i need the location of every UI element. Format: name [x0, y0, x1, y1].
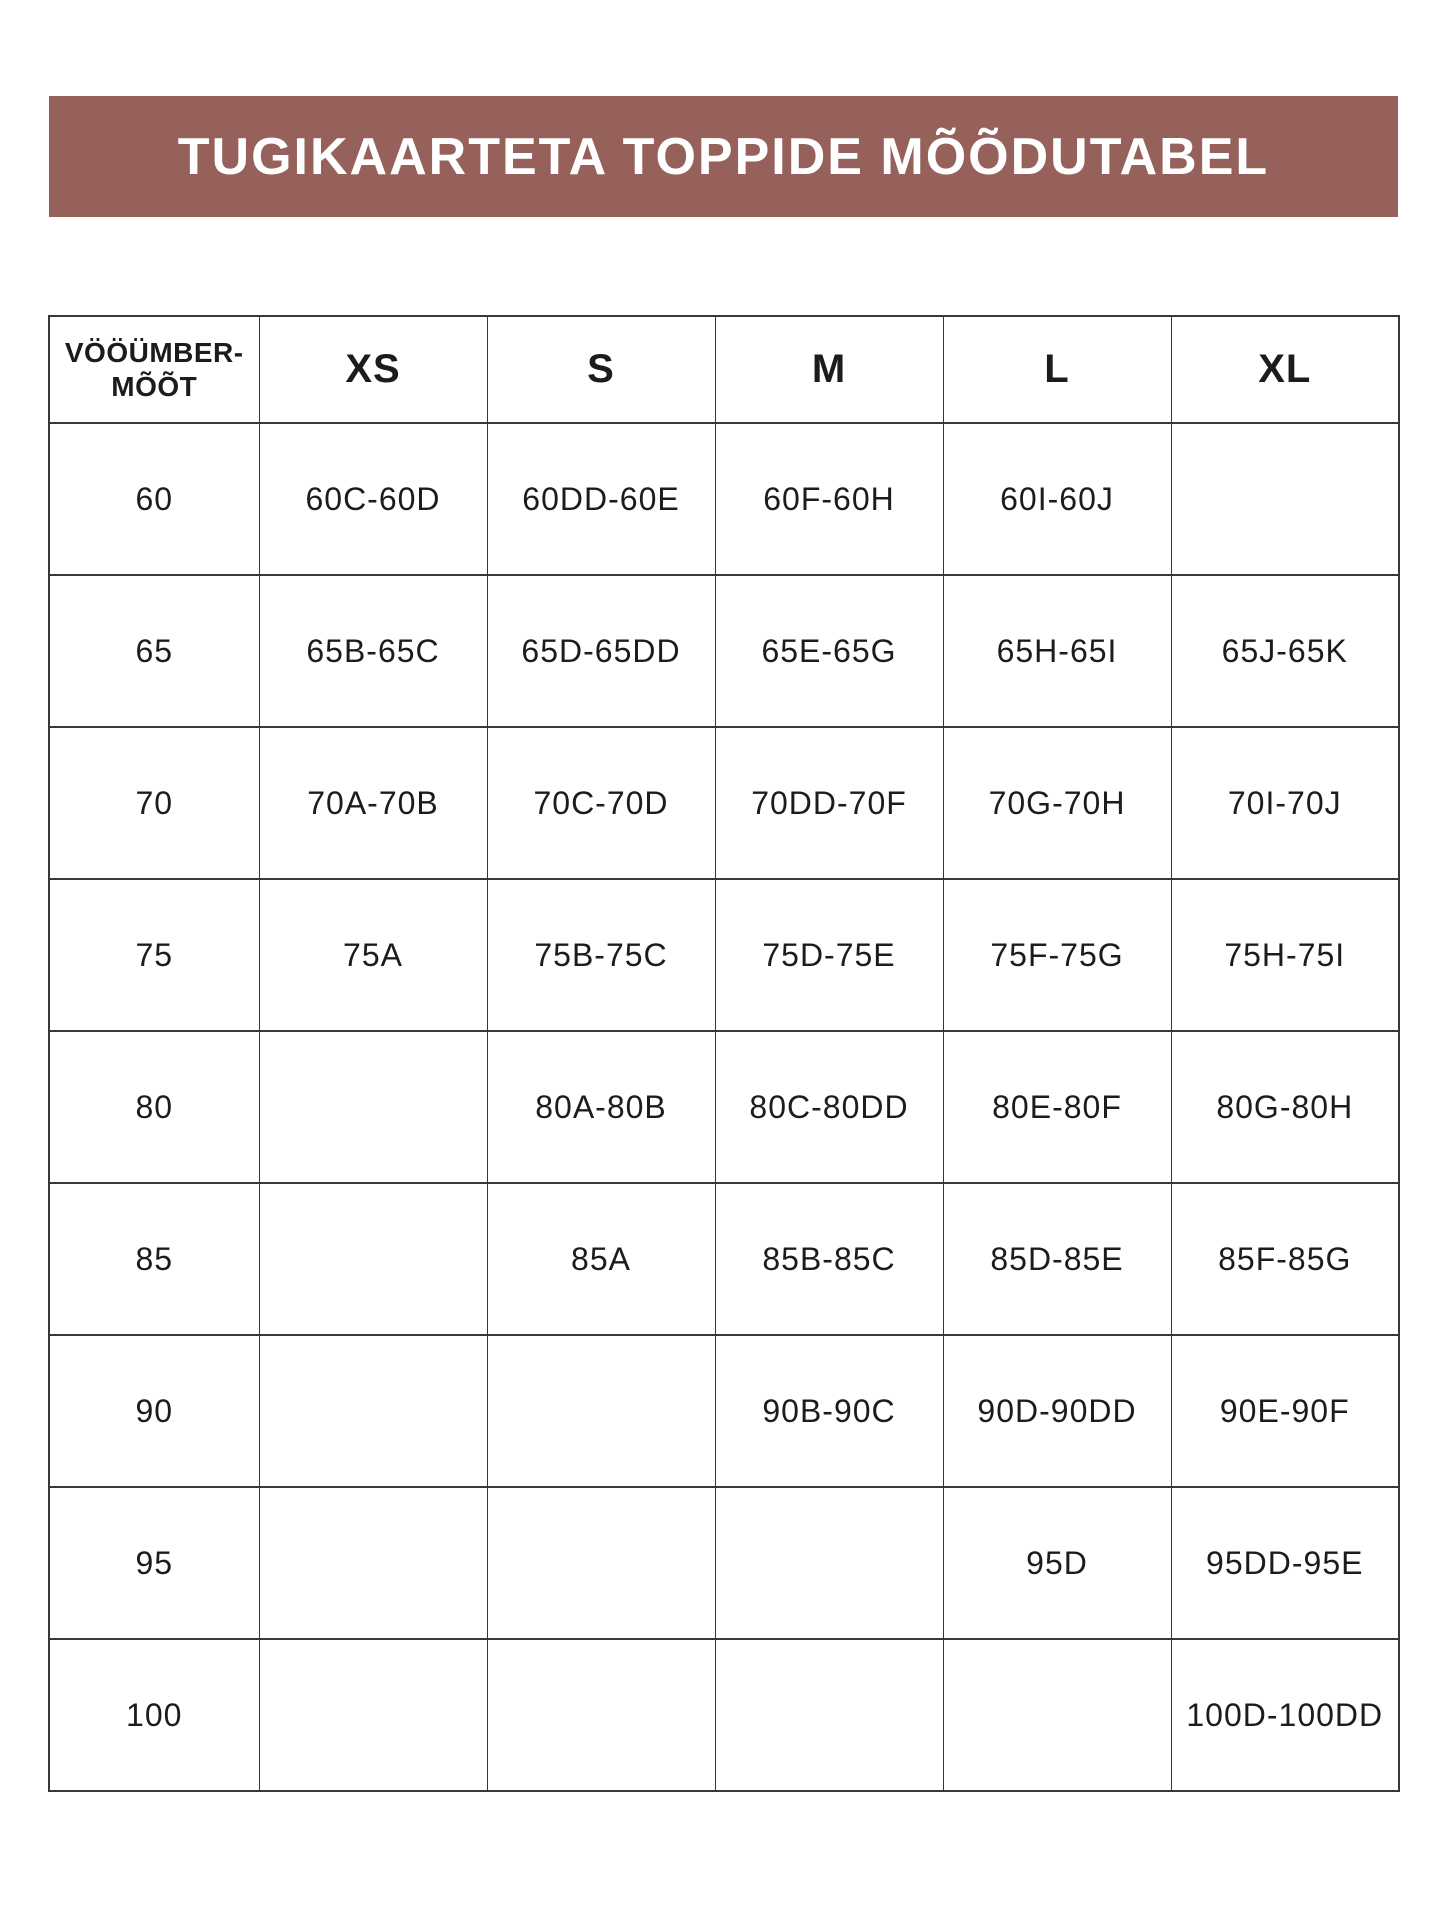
- size-range-cell: 65B-65C: [259, 575, 487, 727]
- size-range-cell: 80C-80DD: [715, 1031, 943, 1183]
- row-label-cell: 90: [49, 1335, 259, 1487]
- table-row: [49, 727, 1399, 879]
- row-label-cell: 100: [49, 1639, 259, 1791]
- header-size-s: S: [487, 316, 715, 423]
- row-label-cell: 70: [49, 727, 259, 879]
- size-chart-table: [48, 315, 1400, 1792]
- size-range-cell: 65D-65DD: [487, 575, 715, 727]
- size-range-cell: 60C-60D: [259, 423, 487, 575]
- size-range-cell: 65J-65K: [1171, 575, 1399, 727]
- table-header: [49, 316, 1399, 423]
- row-label-cell: 95: [49, 1487, 259, 1639]
- table-row: [49, 879, 1399, 1031]
- size-range-cell: 80E-80F: [943, 1031, 1171, 1183]
- size-range-cell: 60DD-60E: [487, 423, 715, 575]
- size-range-cell: 70C-70D: [487, 727, 715, 879]
- table-row: [49, 423, 1399, 575]
- table-row: [49, 1487, 1399, 1639]
- size-range-cell: [259, 1639, 487, 1791]
- header-measure: [49, 316, 259, 423]
- size-range-cell: [259, 1487, 487, 1639]
- title-banner: [49, 96, 1398, 217]
- size-range-cell: [487, 1335, 715, 1487]
- row-label-cell: 75: [49, 879, 259, 1031]
- size-range-cell: [487, 1487, 715, 1639]
- header-size-xs: XS: [259, 316, 487, 423]
- table-row: [49, 1639, 1399, 1791]
- row-label-cell: 65: [49, 575, 259, 727]
- header-size-m: M: [715, 316, 943, 423]
- size-range-cell: 80A-80B: [487, 1031, 715, 1183]
- size-range-cell: 70G-70H: [943, 727, 1171, 879]
- size-range-cell: 70A-70B: [259, 727, 487, 879]
- size-range-cell: 75B-75C: [487, 879, 715, 1031]
- header-size-xl: XL: [1171, 316, 1399, 423]
- size-range-cell: 90D-90DD: [943, 1335, 1171, 1487]
- table-row: [49, 1335, 1399, 1487]
- size-range-cell: 60I-60J: [943, 423, 1171, 575]
- size-range-cell: [259, 1031, 487, 1183]
- page-title: TUGIKAARTETA TOPPIDE MÕÕDUTABEL: [177, 127, 1270, 186]
- size-range-cell: 85A: [487, 1183, 715, 1335]
- size-range-cell: [715, 1639, 943, 1791]
- size-range-cell: 70I-70J: [1171, 727, 1399, 879]
- size-range-cell: 85B-85C: [715, 1183, 943, 1335]
- size-range-cell: 85D-85E: [943, 1183, 1171, 1335]
- size-table-body: [49, 423, 1399, 1791]
- size-range-cell: 100D-100DD: [1171, 1639, 1399, 1791]
- size-range-cell: 95DD-95E: [1171, 1487, 1399, 1639]
- header-measure-line1: VÖÖÜMBER-: [64, 336, 244, 368]
- table-row: [49, 1183, 1399, 1335]
- size-range-cell: 90B-90C: [715, 1335, 943, 1487]
- size-range-cell: [943, 1639, 1171, 1791]
- size-range-cell: 75D-75E: [715, 879, 943, 1031]
- size-range-cell: 70DD-70F: [715, 727, 943, 879]
- size-range-cell: 85F-85G: [1171, 1183, 1399, 1335]
- size-range-cell: [259, 1335, 487, 1487]
- size-range-cell: 90E-90F: [1171, 1335, 1399, 1487]
- size-range-cell: [715, 1487, 943, 1639]
- size-range-cell: [1171, 423, 1399, 575]
- size-range-cell: 65E-65G: [715, 575, 943, 727]
- header-measure-line2: MÕÕT: [111, 370, 198, 402]
- size-range-cell: 75A: [259, 879, 487, 1031]
- table-row: [49, 575, 1399, 727]
- size-range-cell: 65H-65I: [943, 575, 1171, 727]
- size-range-cell: 60F-60H: [715, 423, 943, 575]
- table-row: [49, 1031, 1399, 1183]
- size-range-cell: [259, 1183, 487, 1335]
- size-range-cell: [487, 1639, 715, 1791]
- size-range-cell: 95D: [943, 1487, 1171, 1639]
- size-range-cell: 80G-80H: [1171, 1031, 1399, 1183]
- header-size-l: L: [943, 316, 1171, 423]
- row-label-cell: 60: [49, 423, 259, 575]
- header-row: [49, 316, 1399, 423]
- row-label-cell: 85: [49, 1183, 259, 1335]
- row-label-cell: 80: [49, 1031, 259, 1183]
- size-range-cell: 75F-75G: [943, 879, 1171, 1031]
- size-range-cell: 75H-75I: [1171, 879, 1399, 1031]
